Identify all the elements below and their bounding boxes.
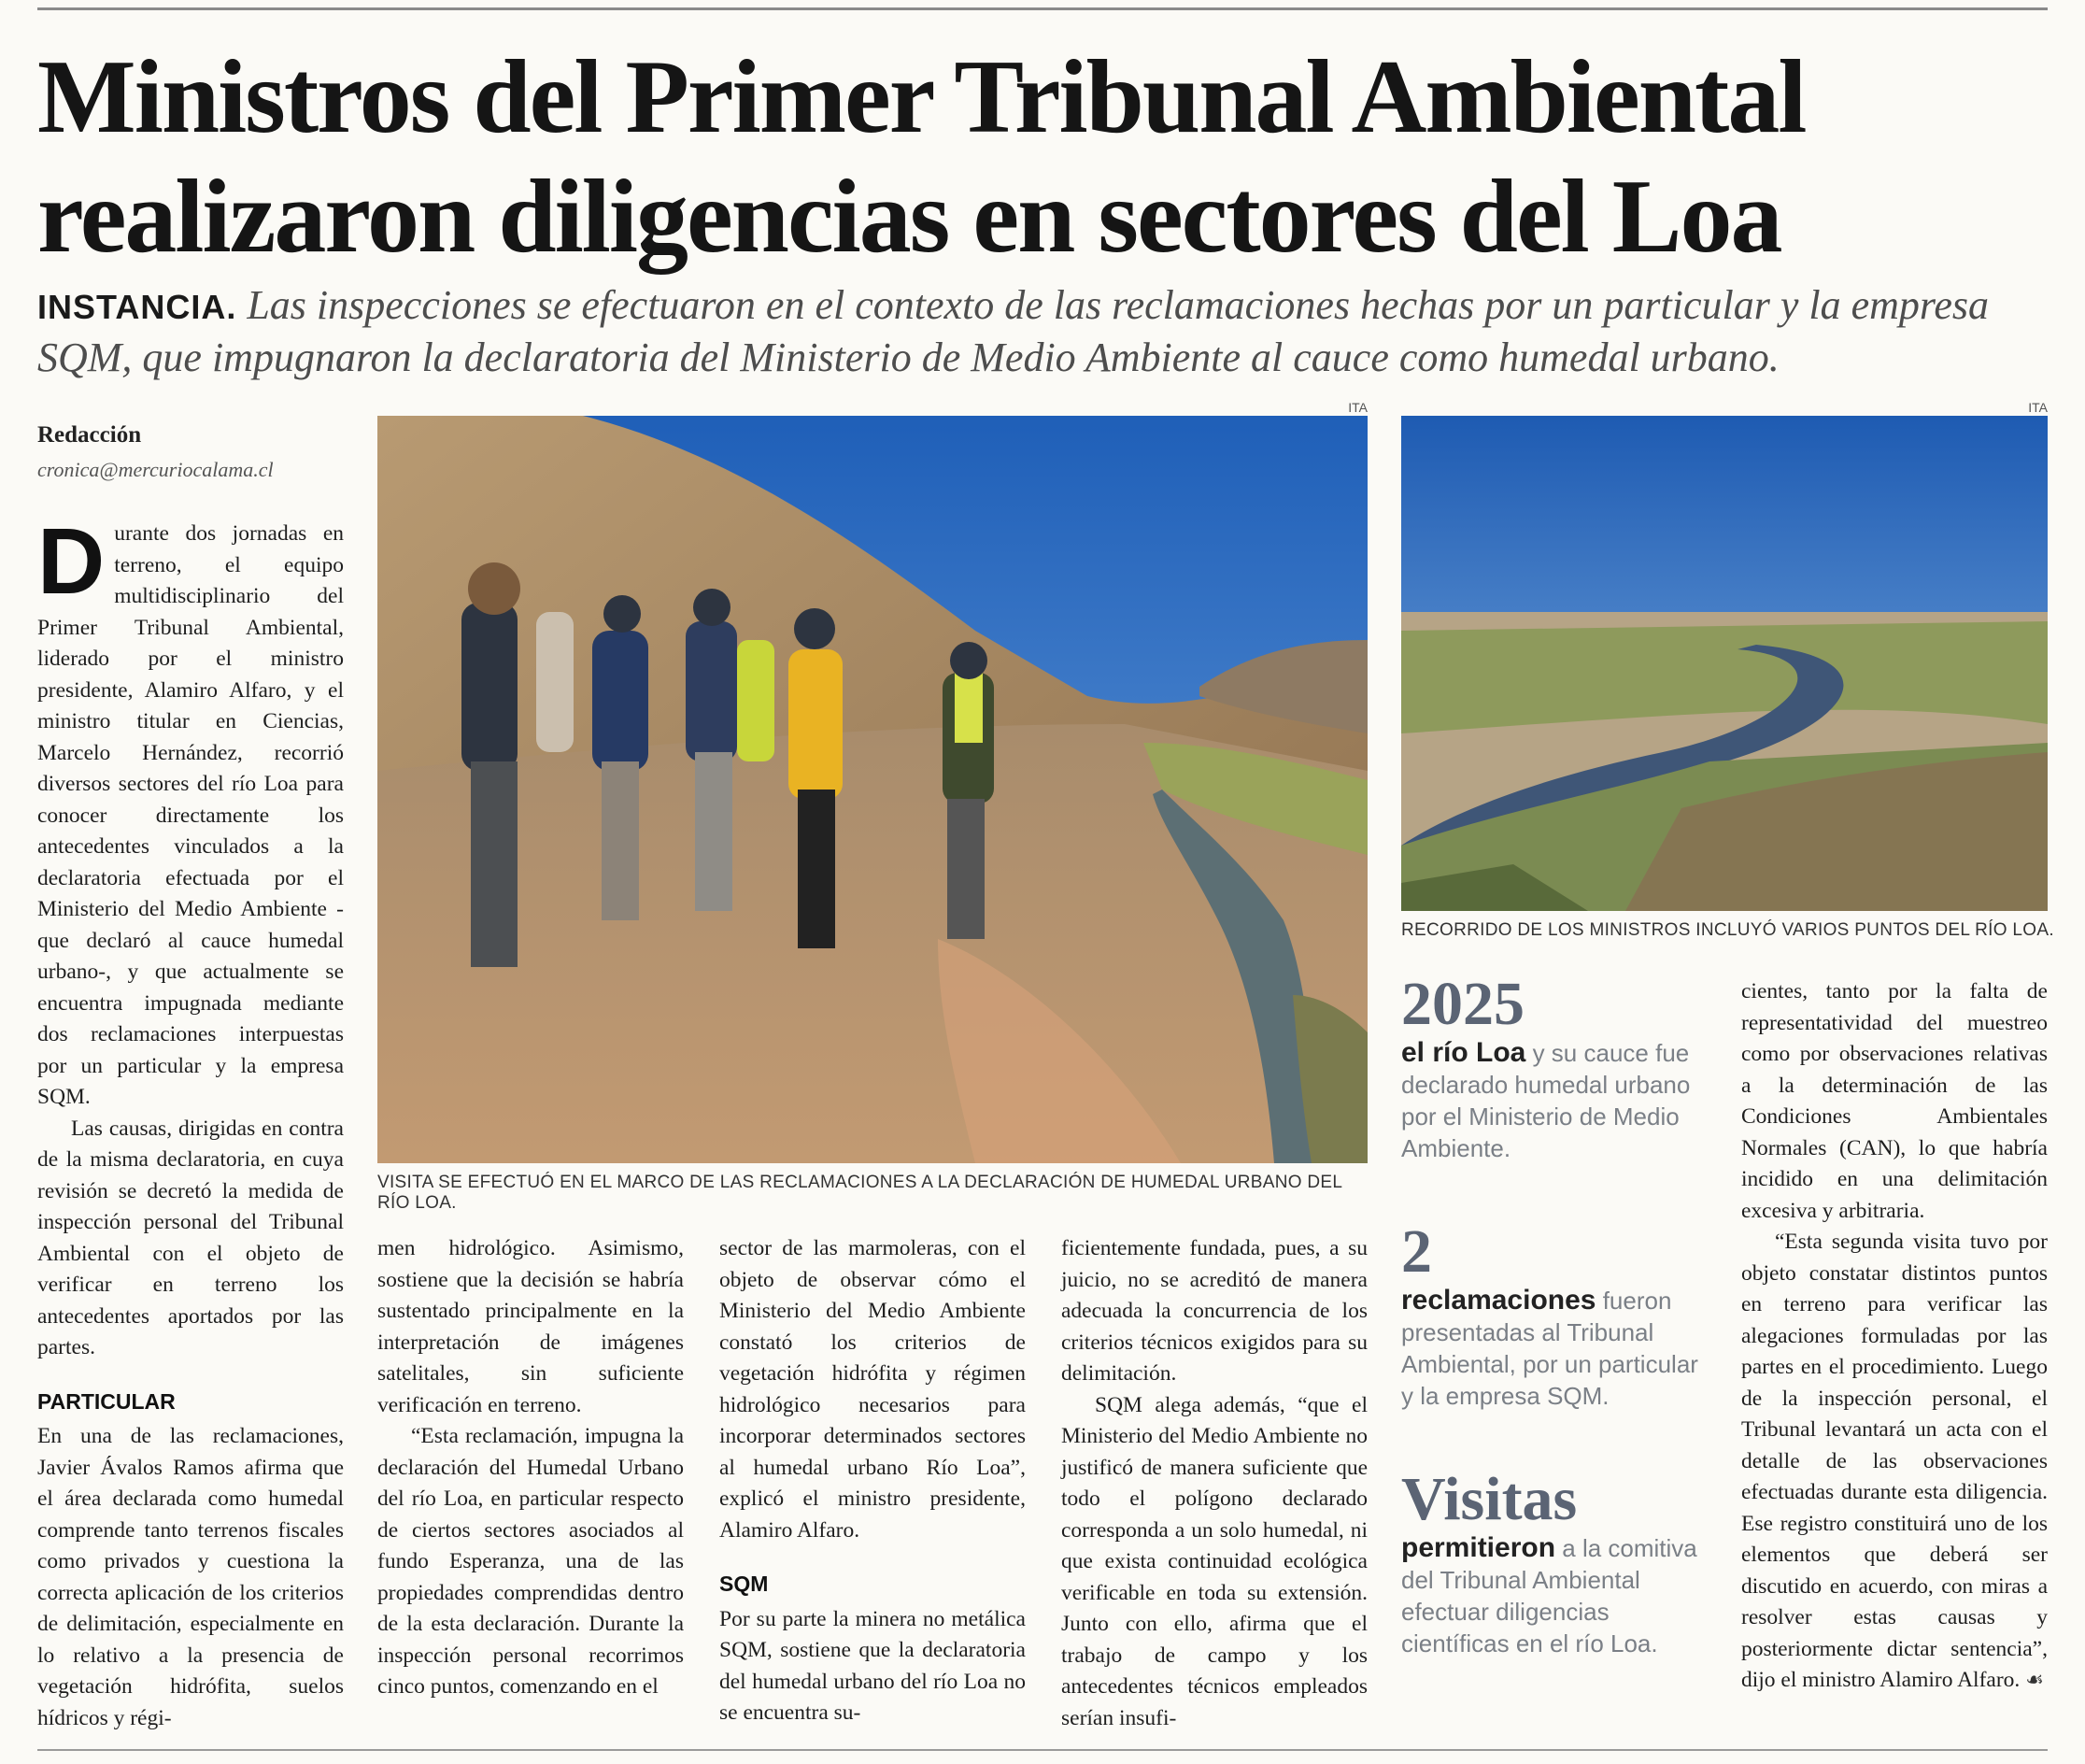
paragraph: “Esta reclamación, impugna la declaración del Humedal Urbano del río Loa, en particular respecto de ciertos sectores asociados al fundo Esperanza, una de las propiedades comprendidas dentro de la esta declaración. Durante la inspección personal recorrimos cinco puntos, comenzando en el [377,1424,684,1699]
paragraph-text: “Esta segunda visita tuvo por objeto constatar distintos puntos en terreno para verificar las alegaciones formuladas por las partes en el procedimiento. Luego de la inspección personal, el Tribunal levantará un acta con el detalle de las observaciones efectuadas durante esta diligencia. Ese registro constituirá uno de los elementos que deberá ser discutido en acuerdo, con miras a resolver estas causas y posteriormente dictar sentencia”, dijo el ministro Alamiro Alfaro. [1741,1230,2048,1692]
paragraph: Las causas, dirigidas en contra de la misma declaratoria, en cuya revisión se decretó la medida de inspección personal del Tribunal Ambiental con el objeto de verificar en terreno los antecedentes aportados por las partes. [37,1116,344,1359]
byline-email[interactable]: cronica@mercuriocalama.cl [37,458,274,481]
body-column-2 [377,1233,684,1703]
stat-bold: el río Loa [1401,1037,1526,1068]
subhead-particular: PARTICULAR [37,1388,176,1414]
stat-number: 2 [1401,1217,1432,1286]
subhead-sqm: SQM [719,1572,769,1596]
deck [37,280,2036,383]
paragraph: En una de las reclamaciones, Javier Ávalos Ramos afirma que el área declarada como humedal comprende tanto terrenos fiscales como privados y cuestiona la correcta aplicación de los criterios de delimitación, especialmente en lo relativo a la presencia de vegetación hidrófita, suelos hídricos y régi- [37,1424,344,1730]
body-column-4 [1061,1233,1368,1734]
body-column-1 [37,509,344,1734]
stat-bold: reclamaciones [1401,1285,1596,1316]
dropcap: D [37,509,106,614]
stat-bold: permitieron [1401,1532,1556,1563]
photo-credit: ITA [1348,400,1368,415]
paragraph: sector de las marmoleras, con el objeto de observar cómo el Ministerio del Medio Ambiente constató los criterios de vegetación hidrófita y régimen hidrológico necesarios para incorporar determinados sectores al humedal urbano Río Loa”, explicó el ministro presidente, Alamiro Alfaro. [719,1236,1026,1543]
paragraph: SQM alega además, “que el Ministerio del Medio Ambiente no justificó de manera suficiente que todo el polígono declarado corresponda a un solo humedal, ni que exista continuidad ecológica verificable en toda su extensión. Junto con ello, afirma que el trabajo de campo y los antecedentes técnicos empleados serían insufi- [1061,1392,1368,1730]
stat-number: Visitas [1401,1465,1578,1533]
byline-name: Redacción [37,422,142,448]
headline-line-1: Ministros del Primer Tribunal Ambiental [37,39,1806,155]
paragraph [37,509,344,1114]
bottom-rule [37,1749,2048,1751]
main-photo-caption: VISITA SE EFECTUÓ EN EL MARCO DE LAS RECLAMACIONES A LA DECLARACIÓN DE HUMEDAL URBANO DEL RÍO LOA. [377,1173,1342,1213]
body-column-6 [1741,976,2048,1697]
stat-block-1 [1401,972,1709,1164]
side-photo [1401,416,2048,911]
stat-desc: fueron presentadas al Tribunal Ambiental, por un particular y la empresa SQM. [1401,1287,1698,1410]
stat-desc: a la comitiva del Tribunal Ambiental efectuar diligencias científicas en el río Loa. [1401,1534,1697,1657]
deck-text: Las inspecciones se efectuaron en el contexto de las reclamaciones hechas por un particular y la empresa SQM, que impugnaron la declaratoria del Ministerio de Medio Ambiente al cauce como humedal urbano. [37,282,1990,380]
paragraph: Por su parte la minera no metálica SQM, sostiene que la declaratoria del humedal urbano del río Loa no se encuentra su- [719,1606,1026,1725]
stat-text [1401,1037,1709,1164]
photo-river-wetland [1401,416,2048,911]
deck-kicker: INSTANCIA. [37,288,237,326]
paragraph [1741,1227,2048,1697]
side-photo-caption: RECORRIDO DE LOS MINISTROS INCLUYÓ VARIOS PUNTOS DEL RÍO LOA. [1401,920,2054,940]
body-column-3 [719,1233,1026,1729]
main-photo [377,416,1368,1163]
stat-block-2 [1401,1219,1709,1412]
paragraph: men hidrológico. Asimismo, sostiene que la decisión se habría sustentado principalmente en la interpretación de imágenes satelitales, sin suficiente verificación en terreno. [377,1236,684,1417]
end-mark-icon: ☙ [2025,1669,2044,1692]
paragraph: ficientemente fundada, pues, a su juicio, no se acreditó de manera adecuada la concurrencia de los criterios técnicos exigidos para su delimitación. [1061,1236,1368,1386]
headline-line-2: realizaron diligencias en sectores del Loa [37,159,1781,275]
stat-text [1401,1532,1709,1659]
top-rule [37,7,2048,10]
stat-block-3 [1401,1467,1709,1659]
stat-desc: y su cauce fue declarado humedal urbano por el Ministerio de Medio Ambiente. [1401,1039,1691,1162]
stat-number: 2025 [1401,970,1525,1038]
paragraph: cientes, tanto por la falta de representatividad del muestreo como por observaciones relativas a la determinación de las Condiciones Ambientales Normales (CAN), lo que habría incidido en una delimitación excesiva y arbitraria. [1741,979,2048,1223]
byline [37,422,355,482]
paragraph-text: urante dos jornadas en terreno, el equipo multidisciplinario del Primer Tribunal Ambiental, liderado por el ministro presidente, Alamiro Alfaro, y el ministro titular en Ciencias, Marcelo Hernández, recorrió diversos sectores del río Loa para conocer directamente los antecedentes vinculados a la declaratoria efectuada por el Ministerio del Medio Ambiente -que declaró al cauce humedal urbano-, y que actualmente se encuentra impugnada mediante dos reclamaciones interpuestas por un particular y la empresa SQM. [37,521,344,1109]
stat-text [1401,1285,1709,1412]
photo-credit: ITA [2028,400,2048,415]
photo-field-inspection [377,416,1368,1163]
headline [37,37,2055,277]
